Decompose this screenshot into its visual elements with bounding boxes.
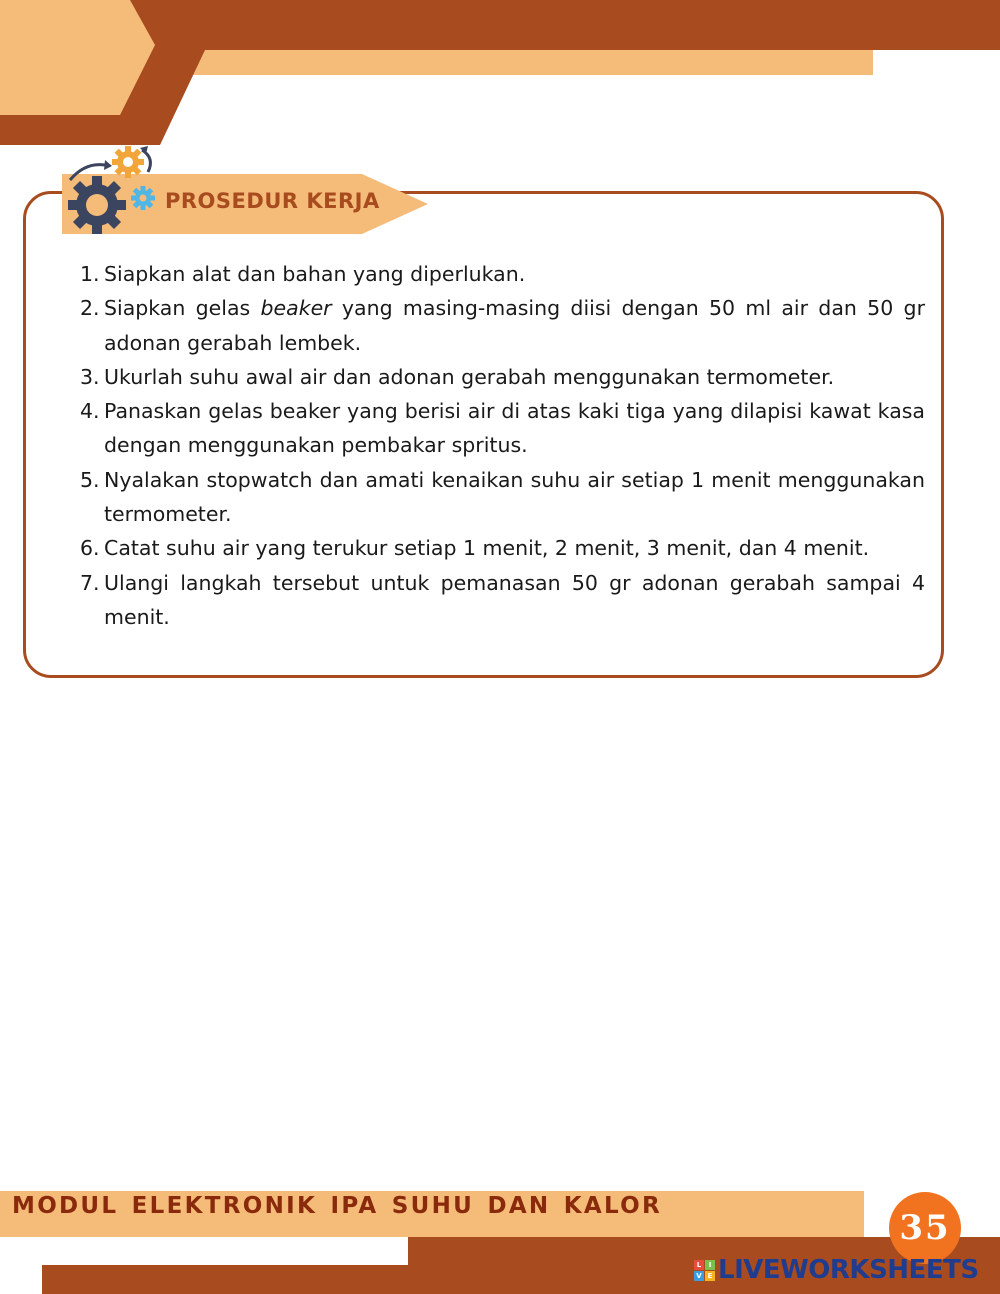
liveworksheets-logo-text: LIVEWORKSHEETS	[718, 1255, 979, 1285]
page-number-badge: 35	[889, 1192, 961, 1264]
procedure-steps	[80, 257, 925, 634]
step-text-part: Nyalakan stopwatch dan amati kenaikan suhu air setiap 1 menit menggunakan termometer.	[104, 467, 925, 527]
step-text	[104, 257, 925, 291]
logo-square-v: V	[694, 1271, 704, 1281]
step-text	[104, 360, 925, 394]
step-text-part: Panaskan gelas beaker yang berisi air di atas kaki tiga yang dilapisi kawat kasa dengan menggunakan pembakar spritus.	[104, 399, 925, 458]
step-text	[104, 291, 925, 360]
procedure-step	[80, 463, 925, 532]
step-text-part: Siapkan alat dan bahan yang diperlukan.	[104, 262, 526, 286]
liveworksheets-logo[interactable]	[694, 1256, 979, 1284]
step-text-part: Ukurlah suhu awal air dan adonan gerabah menggunakan termometer.	[104, 364, 835, 389]
procedure-step	[80, 394, 925, 463]
step-number: 3.	[80, 364, 100, 389]
step-number: 7.	[80, 570, 100, 595]
step-text-italic: beaker	[260, 296, 332, 321]
step-number: 2.	[80, 296, 100, 321]
step-text	[104, 531, 925, 565]
step-text	[104, 566, 925, 635]
step-text-part: Catat suhu air yang terukur setiap 1 menit, 2 menit, 3 menit, dan 4 menit.	[104, 536, 870, 561]
section-title: PROSEDUR KERJA	[165, 189, 380, 213]
step-number: 5.	[80, 467, 100, 492]
procedure-step	[80, 531, 925, 565]
step-text-part: yang masing-masing diisi dengan 50 ml air dan 50 gr adonan gerabah lembek.	[104, 296, 925, 355]
procedure-step	[80, 291, 925, 360]
procedure-step	[80, 566, 925, 635]
step-text-part: Ulangi langkah tersebut untuk pemanasan 50 gr adonan gerabah sampai 4 menit.	[104, 570, 925, 629]
footer-title: MODUL ELEKTRONIK IPA SUHU DAN KALOR	[12, 1193, 663, 1219]
logo-square-i: I	[705, 1260, 715, 1270]
logo-square-l: L	[694, 1260, 704, 1270]
logo-square-e: E	[705, 1271, 715, 1281]
step-number: 6.	[80, 536, 100, 561]
step-text	[104, 394, 925, 463]
liveworksheets-logo-icon	[694, 1260, 715, 1281]
procedure-step	[80, 257, 925, 291]
step-text	[104, 463, 925, 532]
gears-icon	[60, 140, 160, 235]
step-text-part: Siapkan gelas	[104, 296, 261, 321]
procedure-step	[80, 360, 925, 394]
step-number: 1.	[80, 262, 100, 286]
step-number: 4.	[80, 399, 100, 424]
header-decoration	[0, 0, 1000, 150]
